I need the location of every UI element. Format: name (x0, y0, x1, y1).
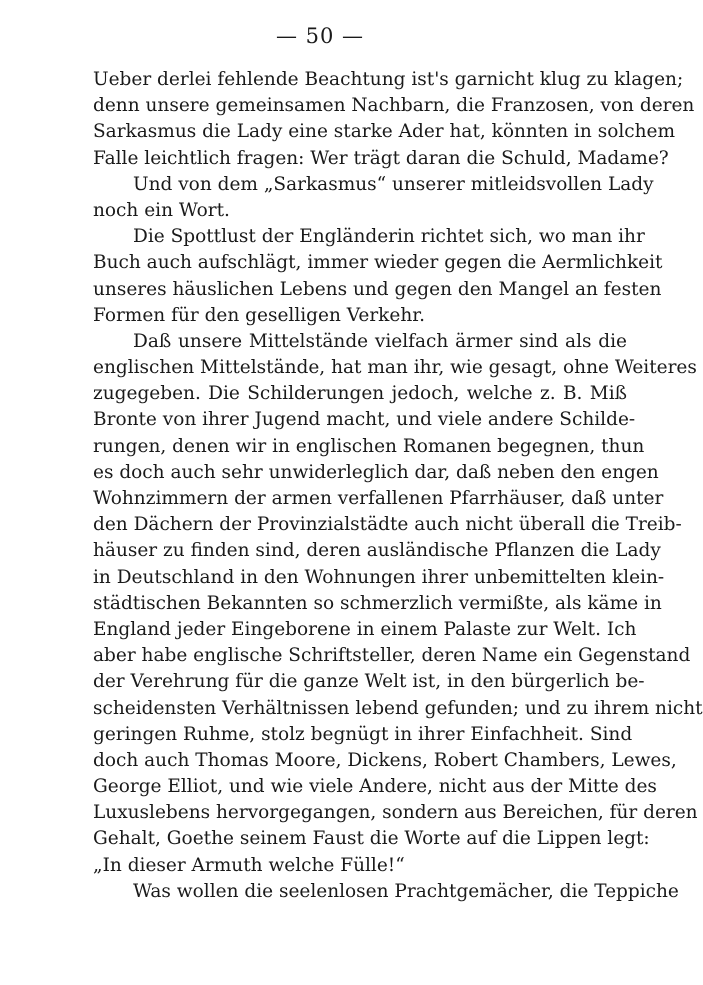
text-line: scheidensten Verhältnissen lebend gefunden; und zu ihrem nicht (93, 697, 703, 719)
text-line: Luxuslebens hervorgegangen, sondern aus Bereichen, für deren (93, 802, 698, 824)
text-line: Gehalt, Goethe seinem Faust die Worte auf die Lippen legt: (93, 828, 650, 850)
text-line: es doch auch sehr unwiderleglich dar, daß neben den engen (93, 461, 659, 483)
body-text (93, 67, 703, 905)
text-line: den Dächern der Provinzialstädte auch nicht überall die Treib- (93, 514, 682, 536)
text-line: rungen, denen wir in englischen Romanen begegnen, thun (93, 435, 645, 457)
text-line: unseres häuslichen Lebens und gegen den Mangel an festen (93, 278, 662, 300)
text-line: häuser zu finden sind, deren ausländische Pflanzen die Lady (93, 540, 661, 562)
text-line: Sarkasmus die Lady eine starke Ader hat, könnten in solchem (93, 121, 676, 143)
text-line: Formen für den geselligen Verkehr. (93, 304, 425, 326)
text-line: doch auch Thomas Moore, Dickens, Robert Chambers, Lewes, (93, 749, 677, 771)
text-line: denn unsere gemeinsamen Nachbarn, die Franzosen, von deren (93, 95, 695, 117)
text-line: geringen Ruhme, stolz begnügt in ihrer Einfachheit. Sind (93, 723, 633, 745)
text-line: Daß unsere Mittelstände vielfach ärmer sind als die (133, 330, 627, 352)
page-number: — 50 — (275, 24, 365, 48)
text-line: Und von dem „Sarkasmus“ unserer mitleidsvollen Lady (133, 173, 654, 195)
text-line: Ueber derlei fehlende Beachtung ist's garnicht klug zu klagen; (93, 69, 684, 90)
text-line: aber habe englische Schriftsteller, deren Name ein Gegenstand (93, 645, 691, 667)
text-line: Wohnzimmern der armen verfallenen Pfarrhäuser, daß unter (93, 488, 664, 509)
text-line: zugegeben. Die Schilderungen jedoch, welche z. B. Miß (93, 383, 627, 405)
text-line: noch ein Wort. (93, 199, 230, 221)
text-line: Bronte von ihrer Jugend macht, und viele andere Schilde- (93, 409, 636, 431)
text-line: „In dieser Armuth welche Fülle!“ (93, 854, 405, 876)
text-line: städtischen Bekannten so schmerzlich vermißte, als käme in (93, 592, 662, 614)
text-line: Was wollen die seelenlosen Prachtgemächer, die Teppiche (133, 880, 679, 902)
text-line: der Verehrung für die ganze Welt ist, in den bürgerlich be- (93, 671, 645, 693)
text-line: England jeder Eingeborene in einem Palaste zur Welt. Ich (93, 618, 637, 640)
text-line: George Elliot, und wie viele Andere, nicht aus der Mitte des (93, 776, 657, 798)
text-line: englischen Mittelstände, hat man ihr, wie gesagt, ohne Weiteres (93, 357, 697, 379)
text-line: in Deutschland in den Wohnungen ihrer unbemittelten klein- (93, 566, 665, 588)
text-line: Buch auch aufschlägt, immer wieder gegen die Aermlichkeit (93, 252, 663, 274)
text-line: Die Spottlust der Engländerin richtet sich, wo man ihr (133, 226, 645, 248)
text-line: Falle leichtlich fragen: Wer trägt daran die Schuld, Madame? (93, 147, 669, 169)
